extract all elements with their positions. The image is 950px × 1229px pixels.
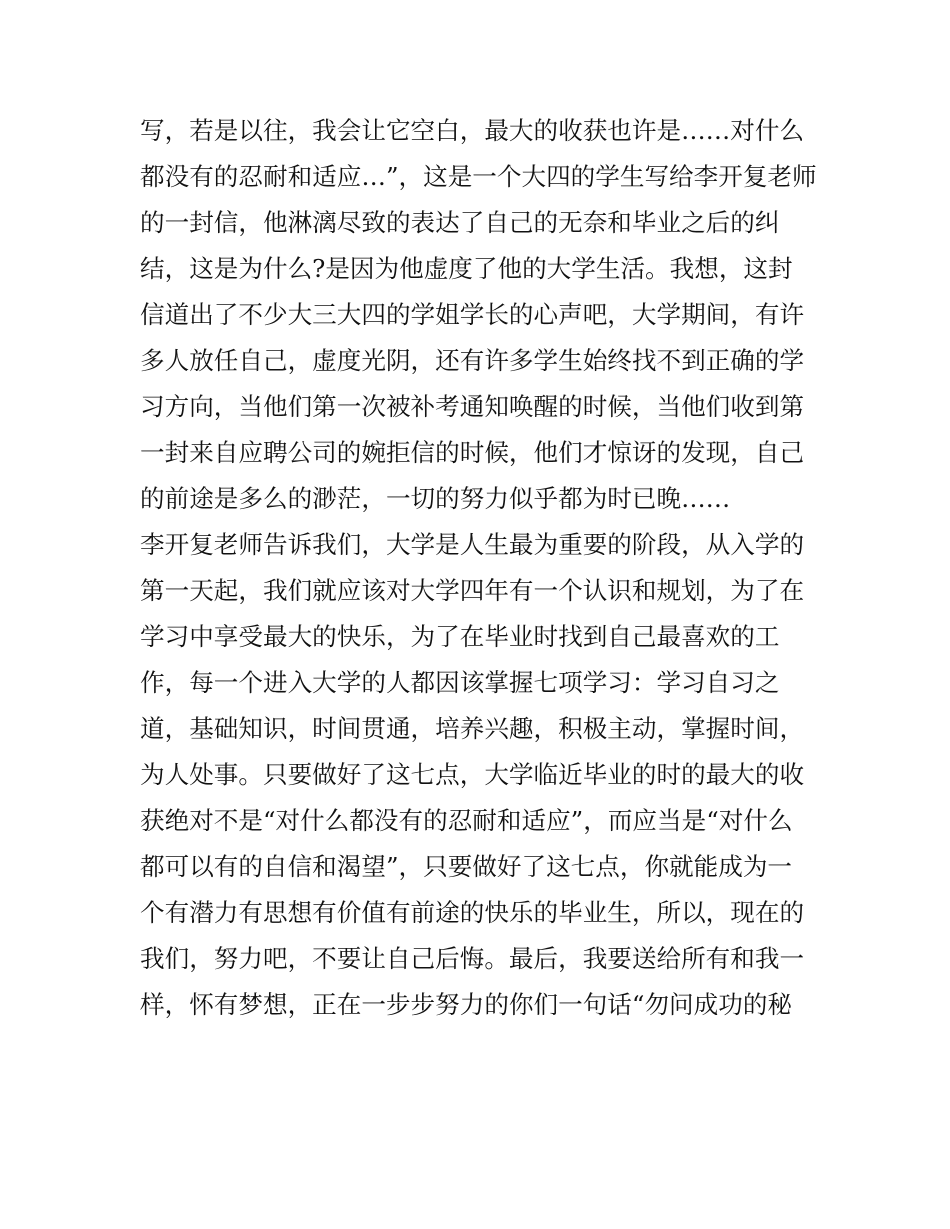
text-line: 的前途是多么的渺茫，一切的努力似乎都为时已晚…… — [140, 484, 731, 513]
text-line: 结，这是为什么?是因为他虚度了他的大学生活。我想，这封 — [140, 254, 793, 283]
text-line: 都可以有的自信和渴望”，只要做好了这七点，你就能成为一 — [140, 852, 793, 881]
text-line: 学习中享受最大的快乐，为了在毕业时找到自己最喜欢的工 — [140, 622, 780, 651]
text-line: 一封来自应聘公司的婉拒信的时候，他们才惊讶的发现，自己 — [140, 438, 805, 467]
text-line: 获绝对不是“对什么都没有的忍耐和适应”，而应当是“对什么 — [140, 806, 793, 835]
text-line: 信道出了不少大三大四的学姐学长的心声吧，大学期间，有许 — [140, 300, 805, 329]
text-line: 多人放任自己，虚度光阴，还有许多学生始终找不到正确的学 — [140, 346, 805, 375]
text-line: 习方向，当他们第一次被补考通知唤醒的时候，当他们收到第 — [140, 392, 805, 421]
text-line: 都没有的忍耐和适应…”，这是一个大四的学生写给李开复老师 — [140, 162, 817, 191]
text-line: 道，基础知识，时间贯通，培养兴趣，积极主动，掌握时间， — [140, 714, 805, 743]
text-line: 我们，努力吧，不要让自己后悔。最后，我要送给所有和我一 — [140, 944, 805, 973]
body-text — [140, 108, 820, 1028]
text-line: 第一天起，我们就应该对大学四年有一个认识和规划，为了在 — [140, 576, 805, 605]
text-line: 写，若是以往，我会让它空白，最大的收获也许是……对什么 — [140, 116, 805, 145]
text-line: 的一封信，他淋漓尽致的表达了自己的无奈和毕业之后的纠 — [140, 208, 780, 237]
text-line: 个有潜力有思想有价值有前途的快乐的毕业生，所以，现在的 — [140, 898, 805, 927]
text-line: 李开复老师告诉我们，大学是人生最为重要的阶段，从入学的 — [140, 530, 805, 559]
text-line: 样，怀有梦想，正在一步步努力的你们一句话“勿问成功的秘 — [140, 990, 793, 1019]
text-line: 作，每一个进入大学的人都因该掌握七项学习：学习自习之 — [140, 668, 780, 697]
text-line: 为人处事。只要做好了这七点，大学临近毕业的时的最大的收 — [140, 760, 805, 789]
